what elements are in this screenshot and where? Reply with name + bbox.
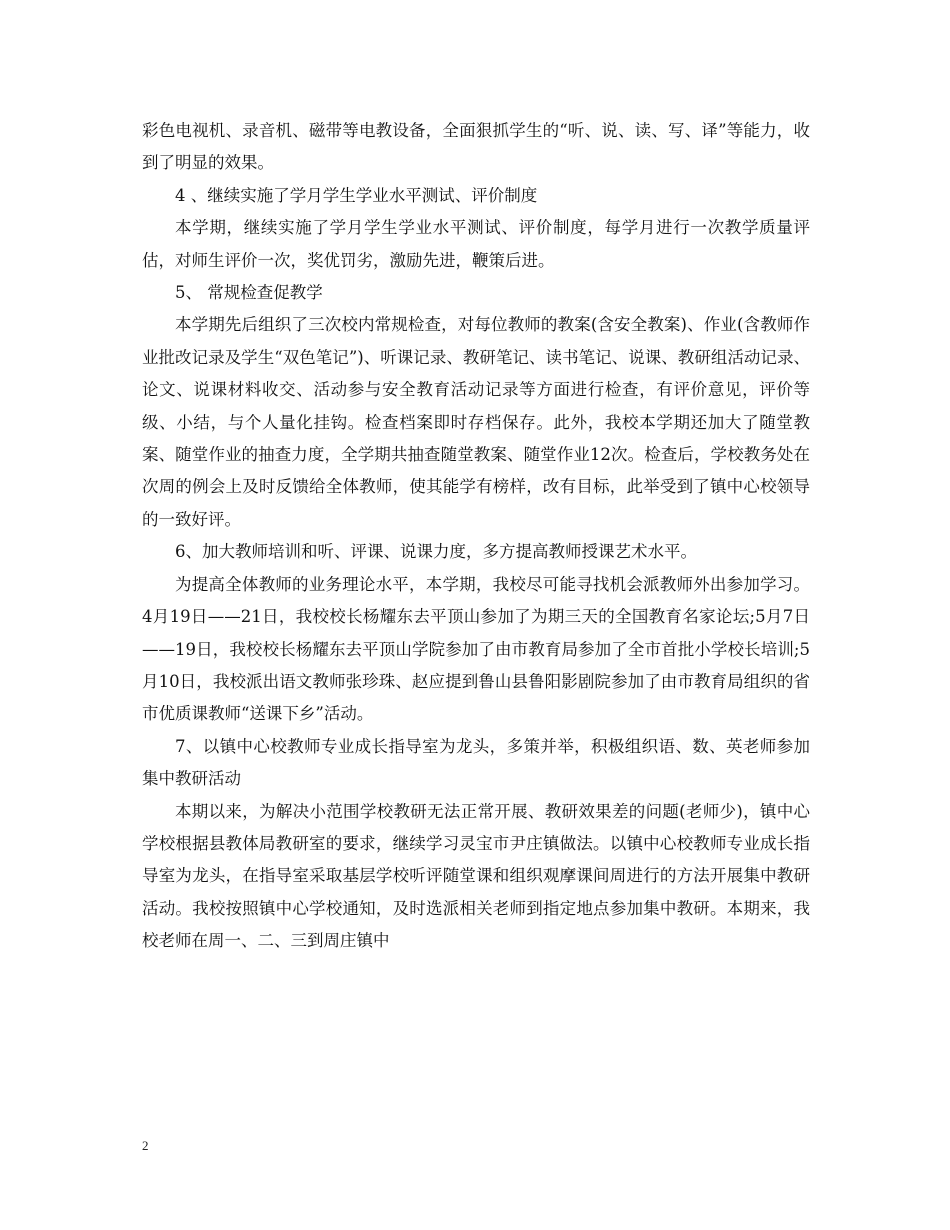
heading-item-4: 4 、继续实施了学月学生学业水平测试、评价制度 xyxy=(175,185,538,205)
page-number: 2 xyxy=(142,1138,149,1153)
paragraph-teacher-training: 为提高全体教师的业务理论水平，本学期，我校尽可能寻找机会派教师外出参加学习。4月19日——21日，我校校长杨耀东去平顶山参加了为期三天的全国教育名家论坛;5月7日——19日，我校校长杨耀东去平顶山学院参加了由市教育局参加了全市首批小学校长培训;5月10日，我校派出语文教师张珍珠、赵应提到鲁山县鲁阳影剧院参加了由市教育局组织的省市优质课教师“送课下乡”活动。 xyxy=(142,574,810,724)
paragraph-routine-inspection: 本学期先后组织了三次校内常规检查，对每位教师的教案(含安全教案)、作业(含教师作业批改记录及学生“双色笔记”)、听课记录、教研笔记、读书笔记、说课、教研组活动记录、论文、说课材料收交、活动参与安全教育活动记录等方面进行检查，有评价意见，评价等级、小结，与个人量化挂钩。检查档案即时存档保存。此外，我校本学期还加大了随堂教案、随堂作业的抽查力度，全学期共抽查随堂教案、随堂作业12次。检查后，学校教务处在次周的例会上及时反馈给全体教师，使其能学有榜样，改有目标，此举受到了镇中心校领导的一致好评。 xyxy=(142,315,810,529)
heading-item-7: 7、以镇中心校教师专业成长指导室为龙头，多策并举，积极组织语、数、英老师参加集中教研活动 xyxy=(142,736,810,789)
body-text xyxy=(142,115,810,958)
paragraph-continuation: 彩色电视机、录音机、磁带等电教设备，全面狠抓学生的“听、说、读、写、译”等能力，收到了明显的效果。 xyxy=(142,121,810,173)
paragraph-assessment: 本学期，继续实施了学月学生学业水平测试、评价制度，每学月进行一次教学质量评估，对师生评价一次，奖优罚劣，激励先进，鞭策后进。 xyxy=(142,218,810,270)
paragraph-collective-research: 本期以来，为解决小范围学校教研无法正常开展、教研效果差的问题(老师少)，镇中心学校根据县教体局教研室的要求，继续学习灵宝市尹庄镇做法。以镇中心校教师专业成长指导室为龙头，在指导室采取基层学校听评随堂课和组织观摩课间周进行的方法开展集中教研活动。我校按照镇中心学校通知，及时选派相关老师到指定地点参加集中教研。本期来，我校老师在周一、二、三到周庄镇中 xyxy=(142,801,810,951)
heading-item-6: 6、加大教师培训和听、评课、说课力度，多方提高教师授课艺术水平。 xyxy=(175,542,697,562)
heading-item-5: 5、 常规检查促教学 xyxy=(175,283,323,303)
